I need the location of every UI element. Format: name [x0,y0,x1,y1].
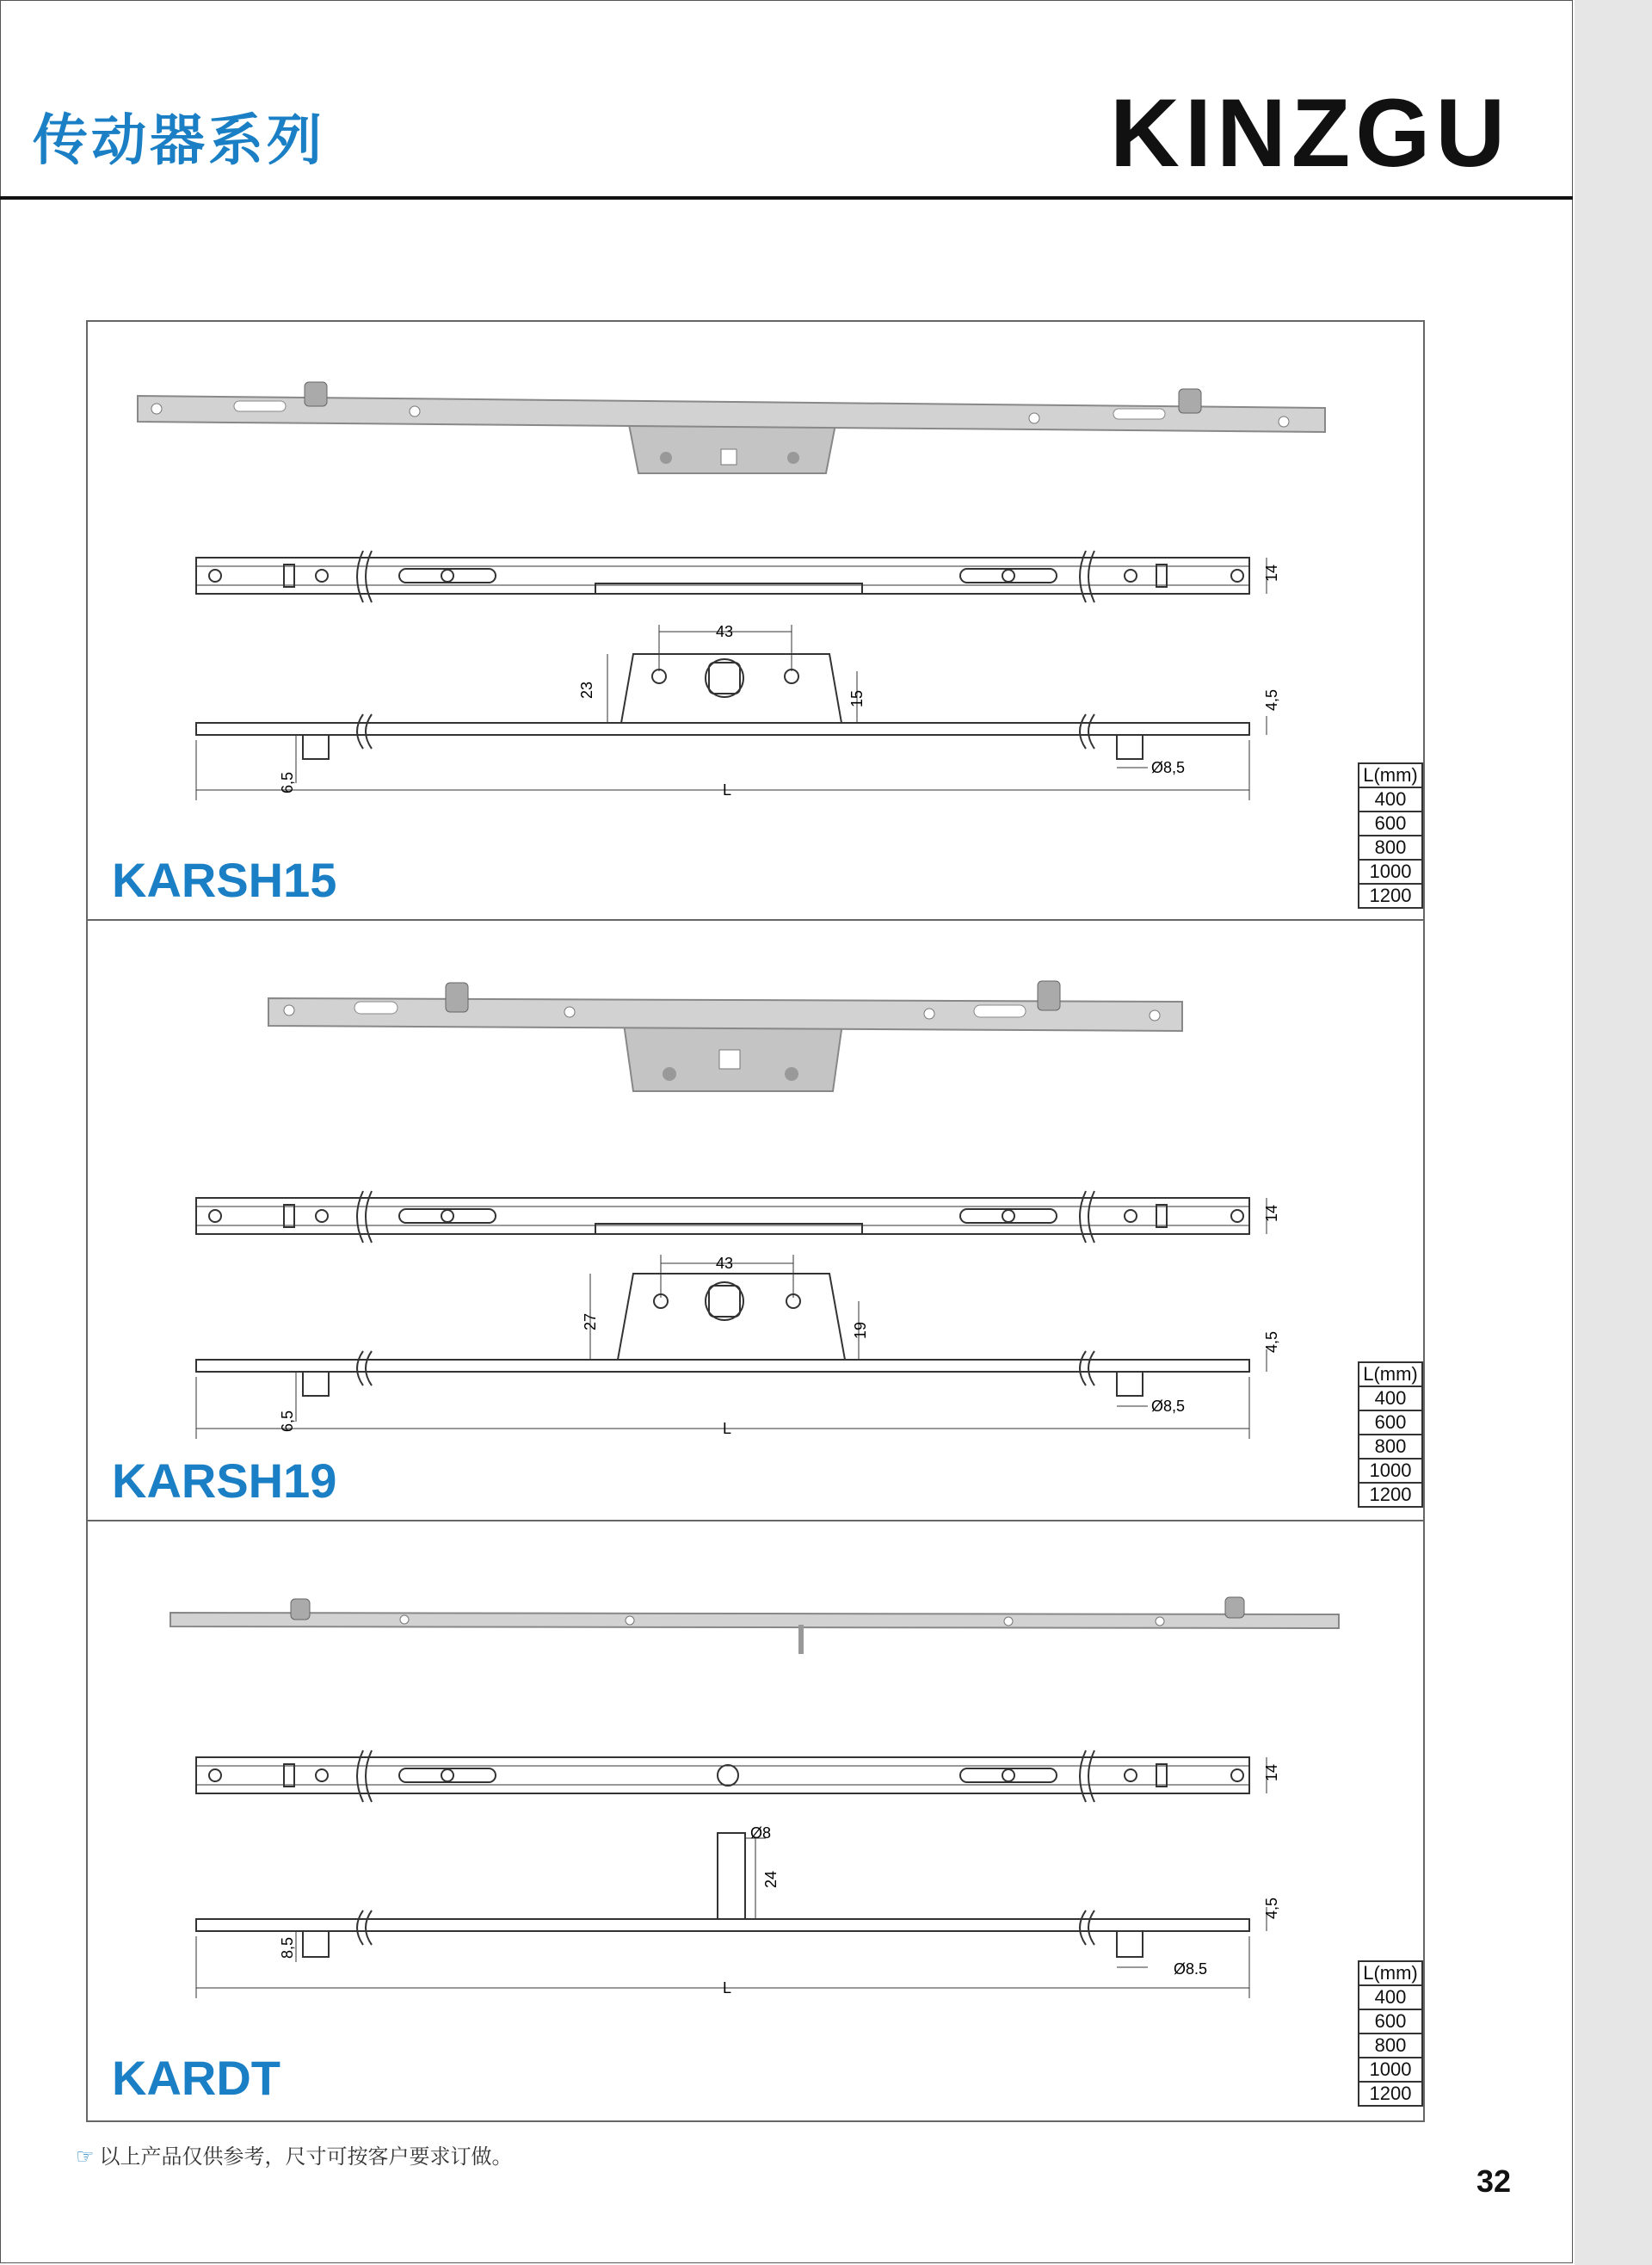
side-view [196,1255,1267,1439]
top-view [196,1191,1267,1243]
length-value: 800 [1359,2034,1422,2058]
top-view [196,1750,1267,1802]
length-value: 600 [1359,1410,1422,1435]
dim-thickness: 4,5 [1263,688,1280,711]
length-value: 800 [1359,1435,1422,1459]
length-value: 1000 [1359,860,1422,884]
model-name-karsh19: KARSH19 [112,1453,337,1508]
dim-center: 43 [716,623,734,640]
dim-rod-diameter: Ø8 [750,1824,772,1842]
top-view [196,551,1267,602]
length-value: 600 [1359,2009,1422,2034]
dim-plate-height: 27 [582,1312,599,1330]
dim-width: 14 [1263,1763,1280,1781]
length-value: 800 [1359,836,1422,860]
section-divider [86,1520,1425,1521]
footnote-text: 以上产品仅供参考，尺寸可按客户要求订做。 [99,2145,513,2169]
dim-plate-height: 23 [578,681,595,699]
length-table [1358,1361,1423,1508]
side-view [196,625,1267,800]
dim-thickness: 4,5 [1263,1330,1280,1353]
dim-spindle: 15 [848,689,866,707]
length-value: 1200 [1359,1483,1422,1507]
side-view [196,1833,1267,1998]
dim-length: L [723,1979,732,1997]
length-value: 1200 [1359,884,1422,908]
length-table [1358,762,1423,909]
dim-pin-diameter: Ø8,5 [1151,1398,1186,1415]
pointing-hand-icon: ☞ [76,2145,95,2169]
product-drawing-karsh19 [88,971,1356,1453]
dim-pin-diameter: Ø8,5 [1151,759,1186,776]
dim-rod-height: 24 [762,1870,780,1888]
dim-center: 43 [716,1255,734,1272]
length-table-header: L(mm) [1359,763,1422,787]
header-rule [0,196,1573,200]
product-drawing-kardt [88,1580,1356,2036]
length-value: 400 [1359,787,1422,812]
length-table-header: L(mm) [1359,1362,1422,1386]
length-value: 400 [1359,1985,1422,2009]
length-value: 1200 [1359,2082,1422,2106]
dim-pin-offset: 8,5 [279,1936,296,1959]
product-drawing-karsh15 [88,370,1356,818]
product-photo [138,382,1325,473]
dim-pin-offset: 6,5 [279,1410,296,1432]
length-value: 1000 [1359,1459,1422,1483]
dim-pin-offset: 6,5 [279,771,296,793]
page-number: 32 [1476,2163,1512,2199]
dim-width: 14 [1263,564,1280,582]
product-photo [268,981,1182,1091]
length-value: 400 [1359,1386,1422,1410]
dim-length: L [723,781,732,799]
dim-width: 14 [1263,1204,1280,1222]
brand-logo: KINZGU [1110,79,1511,187]
footnote [76,2139,513,2169]
model-name-kardt: KARDT [112,2051,280,2105]
dim-spindle: 19 [852,1321,869,1339]
dim-thickness: 4,5 [1263,1897,1280,1919]
model-name-karsh15: KARSH15 [112,853,337,907]
length-value: 600 [1359,812,1422,836]
product-photo [170,1597,1339,1654]
section-divider [86,919,1425,921]
length-value: 1000 [1359,2058,1422,2082]
dim-pin-diameter: Ø8.5 [1174,1960,1208,1978]
length-table [1358,1960,1423,2107]
length-table-header: L(mm) [1359,1961,1422,1985]
side-strip [1575,0,1652,2265]
series-title: 传动器系列 [33,109,325,173]
dim-length: L [723,1420,732,1437]
